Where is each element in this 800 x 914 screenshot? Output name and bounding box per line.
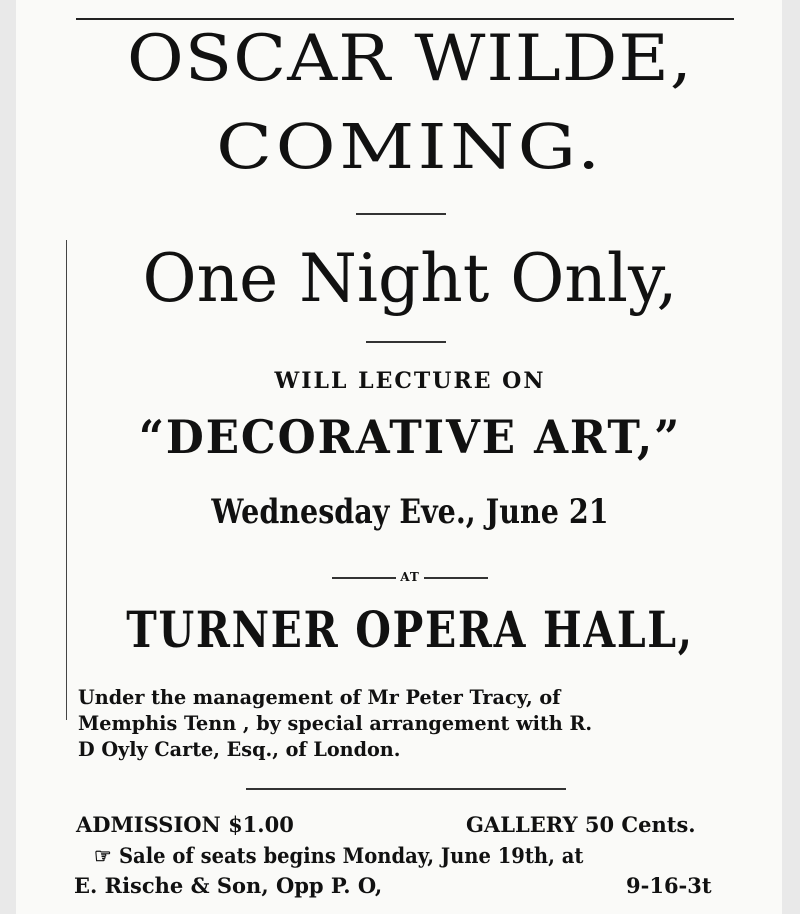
at-label: AT <box>400 570 420 584</box>
gallery-price: GALLERY 50 Cents. <box>466 812 696 837</box>
tagline: One Night Only, <box>142 240 678 317</box>
dash-right <box>424 577 488 579</box>
sale-line <box>94 843 583 868</box>
advertisement <box>56 0 764 914</box>
management-line-3: D Oyly Carte, Esq., of London. <box>78 737 401 761</box>
sale-text: Sale of seats begins Monday, June 19th, at <box>118 843 584 868</box>
lecture-title: “DECORATIVE ART,” <box>138 410 682 464</box>
management-line-2: Memphis Tenn , by special arrangement with R. <box>78 711 593 735</box>
rule-divider <box>356 213 446 215</box>
event-date: Wednesday Eve., June 21 <box>211 492 609 532</box>
seller-line: E. Rische & Son, Opp P. O, <box>74 873 383 898</box>
newspaper-clipping <box>16 0 782 914</box>
issue-code: 9-16-3t <box>626 873 712 898</box>
admission-price: ADMISSION $1.00 <box>76 812 294 837</box>
rule-divider <box>246 788 566 790</box>
dash-left <box>332 577 396 579</box>
rule-divider <box>366 341 446 343</box>
lecture-intro: WILL LECTURE ON <box>274 368 546 394</box>
headline: OSCAR WILDE, <box>127 22 693 96</box>
at-divider <box>56 570 764 584</box>
top-rule <box>76 18 734 20</box>
venue-name: TURNER OPERA HALL, <box>126 600 694 659</box>
management-line-1: Under the management of Mr Peter Tracy, of <box>78 685 561 709</box>
subheadline: COMING. <box>216 110 604 183</box>
pointing-hand-icon: ☞ <box>94 843 112 868</box>
